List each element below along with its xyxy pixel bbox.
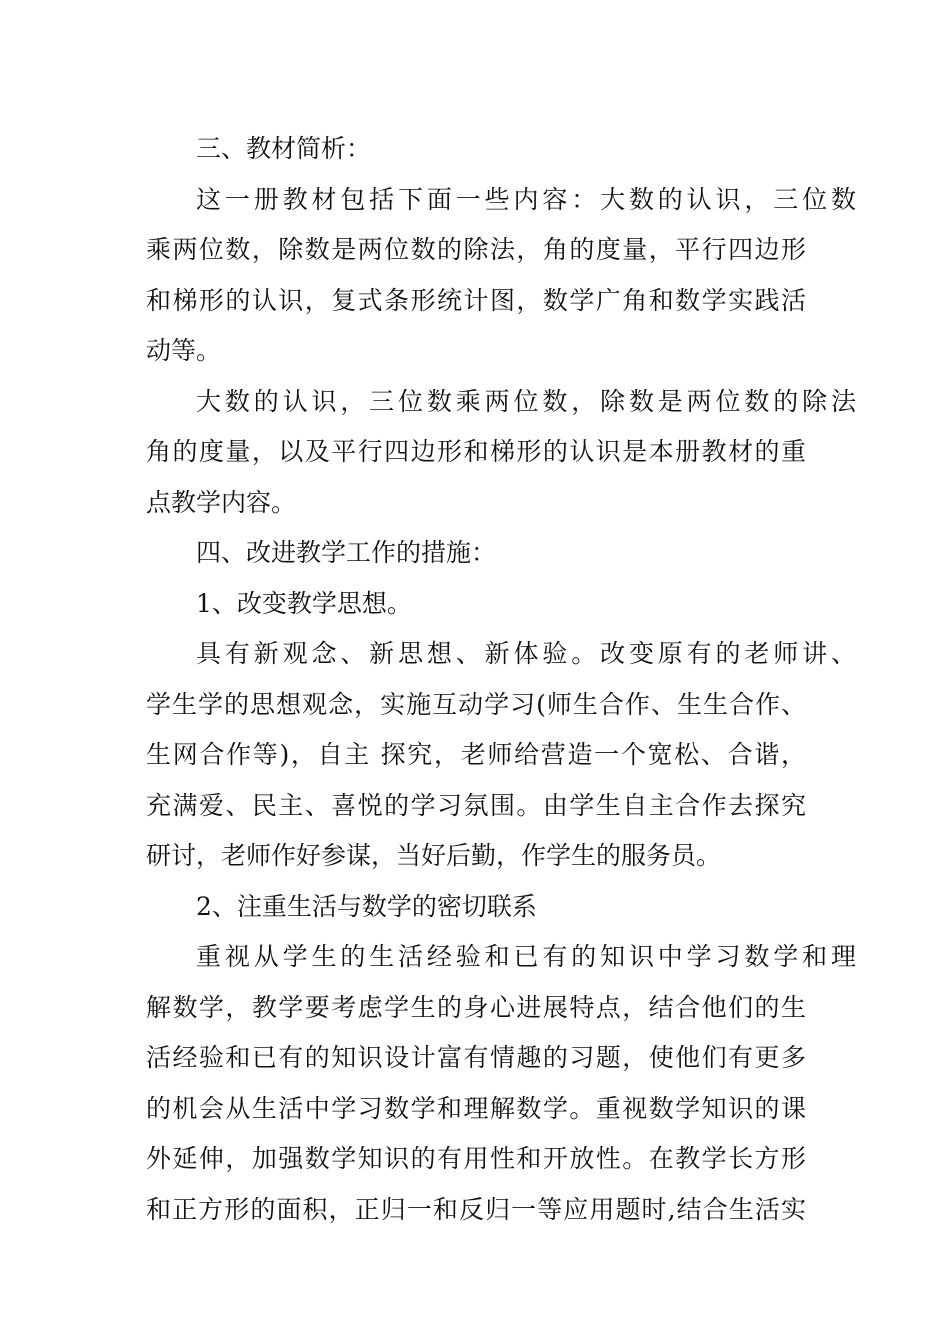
paragraph-line: 研讨，老师作好参谋，当好后勤，作学生的服务员。 [146, 841, 722, 870]
subheading-2: 2、注重生活与数学的密切联系 [196, 891, 537, 921]
paragraph-line: 点教学内容。 [146, 487, 297, 517]
section-heading-4: 四、改进教学工作的措施： [196, 538, 497, 567]
paragraph-line: 解数学，教学要考虑学生的身心进展特点，结合他们的生 [146, 992, 806, 1022]
paragraph-line: 具有新观念、新思想、新体验。改变原有的老师讲、 [196, 639, 856, 668]
section-heading-3: 三、教材简析： [196, 134, 372, 163]
paragraph-line: 动等。 [146, 336, 222, 365]
paragraph-line: 乘两位数，除数是两位数的除法，角的度量，平行四边形 [146, 235, 806, 264]
paragraph-line: 活经验和已有的知识设计富有情趣的习题，使他们有更多 [146, 1043, 806, 1072]
body-text [146, 124, 856, 1235]
paragraph-line: 和梯形的认识，复式条形统计图，数学广角和数学实践活 [146, 285, 806, 315]
paragraph-line: 学生学的思想观念，实施互动学习(师生合作、生生合作、 [146, 689, 806, 719]
paragraph-line: 这一册教材包括下面一些内容：大数的认识，三位数 [196, 184, 856, 214]
paragraph-line: 的机会从生活中学习数学和理解数学。重视数学知识的课 [146, 1093, 806, 1123]
paragraph-line: 外延伸，加强数学知识的有用性和开放性。在教学长方形 [146, 1144, 806, 1173]
paragraph-line: 角的度量，以及平行四边形和梯形的认识是本册教材的重 [146, 437, 806, 466]
paragraph-line: 大数的认识，三位数乘两位数，除数是两位数的除法 [196, 386, 856, 416]
subheading-1: 1、改变教学思想。 [196, 588, 412, 618]
paragraph-line: 和正方形的面积，正归一和反归一等应用题时,结合生活实 [146, 1194, 806, 1224]
paragraph-line: 生网合作等)，自主 探究，老师给营造一个宽松、合谐， [146, 740, 806, 769]
paragraph-line: 充满爱、民主、喜悦的学习氛围。由学生自主合作去探究 [146, 790, 806, 820]
paragraph-line: 重视从学生的生活经验和已有的知识中学习数学和理 [196, 942, 856, 971]
